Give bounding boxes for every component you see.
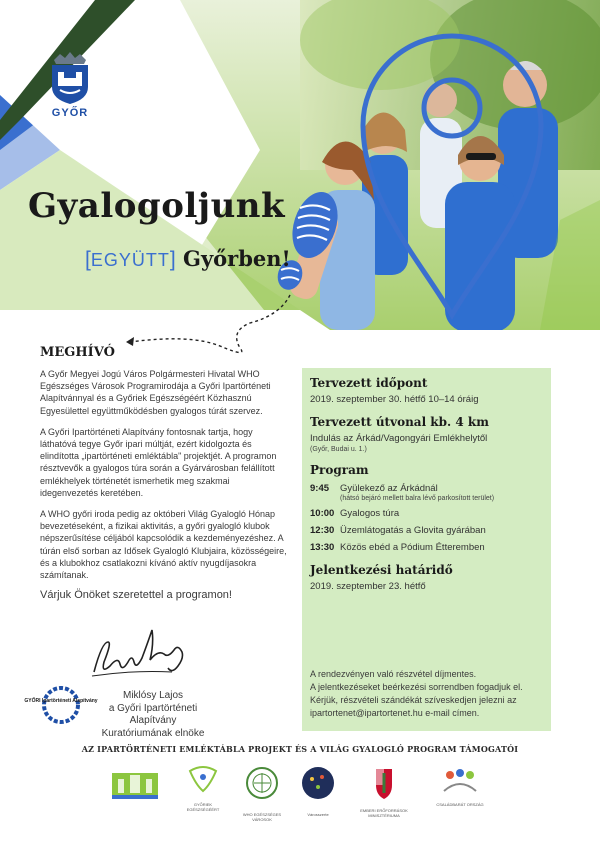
program-time: 9:45 (310, 483, 330, 494)
sponsors-heading: AZ IPARTÖRTÉNETI EMLÉKTÁBLA PROJEKT ÉS A VILÁG GYALOGLÓ PROGRAM TÁMOGATÓI (81, 744, 519, 754)
invitation-paragraph: A WHO győri iroda pedig az októberi Világ Gyalogló Hónap bevezetéseként, a fizikai aktivitás, a győri gyalogló klubok népszerűsítése céljából kapcsolódik a kezdeményezéshez. A túrán első sorban az Idősek Gyalogló Klubjaira, közösségeire, és a klubokhoz csatlakozni kívánó aktív nyugdíjasokra számítanak. (40, 509, 287, 581)
deadline-value: 2019. szeptember 23. hétfő (310, 581, 426, 592)
emmi-logo: EMBERI ERŐFORRÁSOK MINISZTÉRIUMA (354, 765, 414, 818)
program-note: (hátsó bejáró mellett balra lévő parkosított terület) (340, 495, 495, 502)
hero-banner (0, 0, 600, 330)
route-heading: Tervezett útvonal kb. 4 km (310, 415, 489, 429)
signer-name: Miklósy Lajos (122, 690, 184, 701)
signature-image (88, 630, 198, 682)
city-name: GYŐR (51, 107, 89, 119)
invitation-paragraph: A Győri Ipartörténeti Alapítvány fontosnak tartja, hogy láthatóvá tegye Győr ipari múltját, ezért kidolgozta és elindította „ipartörténeti emléktábla" projektjét. A programon résztvevők a gyalogos túra során a Gyárvárosban felállított emlékhelyek történetét ismerhetik meg szakmai idegenvezetés keretében. (40, 426, 277, 498)
contact-email[interactable]: ipartortenet@ipartortenet.hu e-mail címen. (310, 708, 480, 718)
program-time: 12:30 (310, 525, 335, 536)
signer-block (88, 690, 218, 740)
invitation-paragraph: A Győr Megyei Jogú Város Polgármesteri Hivatal WHO Egészséges Városok Programirodája a Győri Ipartörténeti Alapítvánnyal és a Győriek Egészségéért Közhasznú Egyesülettel együttműködésben gyalogos túrát szervez. (40, 369, 271, 416)
program-text: Gyülekező az Árkádnál (340, 483, 438, 494)
details-panel (302, 368, 551, 731)
program-row (310, 508, 546, 519)
time-heading: Tervezett időpont (310, 376, 428, 390)
program-time: 10:00 (310, 508, 335, 519)
invitation-section (40, 345, 290, 601)
program-text: Közös ebéd a Pódium Étteremben (340, 542, 485, 553)
gyor-city-logo (110, 765, 160, 812)
foundation-logo (24, 686, 98, 724)
event-title: Gyalogoljunk (28, 186, 286, 226)
program-text: Üzemlátogatás a Glovita gyárában (340, 525, 486, 536)
route-value: Indulás az Árkád/Vagongyári Emlékhelytől (310, 433, 488, 444)
title-rest: Győrben! (183, 246, 291, 271)
program-heading: Program (310, 463, 369, 477)
program-row (310, 542, 546, 553)
program-time: 13:30 (310, 542, 335, 553)
route-note: (Győr, Budai u. 1.) (310, 446, 367, 453)
invitation-heading: MEGHÍVÓ (40, 345, 115, 360)
sponsor-logos (100, 765, 520, 825)
registration-note: A rendezvényen való részvétel díjmentes. A jelentkezéseket beérkezési sorrendben fogadjuk el. Kérjük, részvételi szándékát szíveskedjen jelezni az ipartortenet@ipartortenet.hu e-mail címen. (310, 668, 546, 720)
gyoriek-egeszsegeert-logo: GYŐRIEK EGÉSZSÉGÉÉRT (178, 765, 228, 812)
signer-title: Kuratóriumának elnöke (101, 727, 205, 739)
deadline-heading: Jelentkezési határidő (310, 563, 453, 577)
time-value: 2019. szeptember 30. hétfő 10–14 óráig (310, 394, 479, 405)
welcome-line: Várjuk Önöket szeretettel a programon! (40, 589, 232, 602)
event-subtitle: [EGYÜTT] Győrben! (85, 246, 291, 271)
csaladbarat-orszag-logo: CSALÁDBARÁT ORSZÁG (430, 765, 490, 807)
svg-text:GYŐRI Ipartörténeti Alapítvány: GYŐRI Ipartörténeti Alapítvány (24, 698, 98, 704)
signer-title: a Győri Ipartörténeti Alapítvány (108, 702, 198, 726)
who-healthy-cities-logo: WHO EGÉSZSÉGES VÁROSOK (242, 765, 282, 822)
gyor-crest-icon (46, 50, 94, 106)
program-row (310, 525, 546, 536)
program-text: Gyalogos túra (340, 508, 400, 519)
varosszerte-logo: Városszerte (298, 765, 338, 817)
program-row (310, 483, 546, 494)
title-together: EGYÜTT (90, 250, 170, 270)
